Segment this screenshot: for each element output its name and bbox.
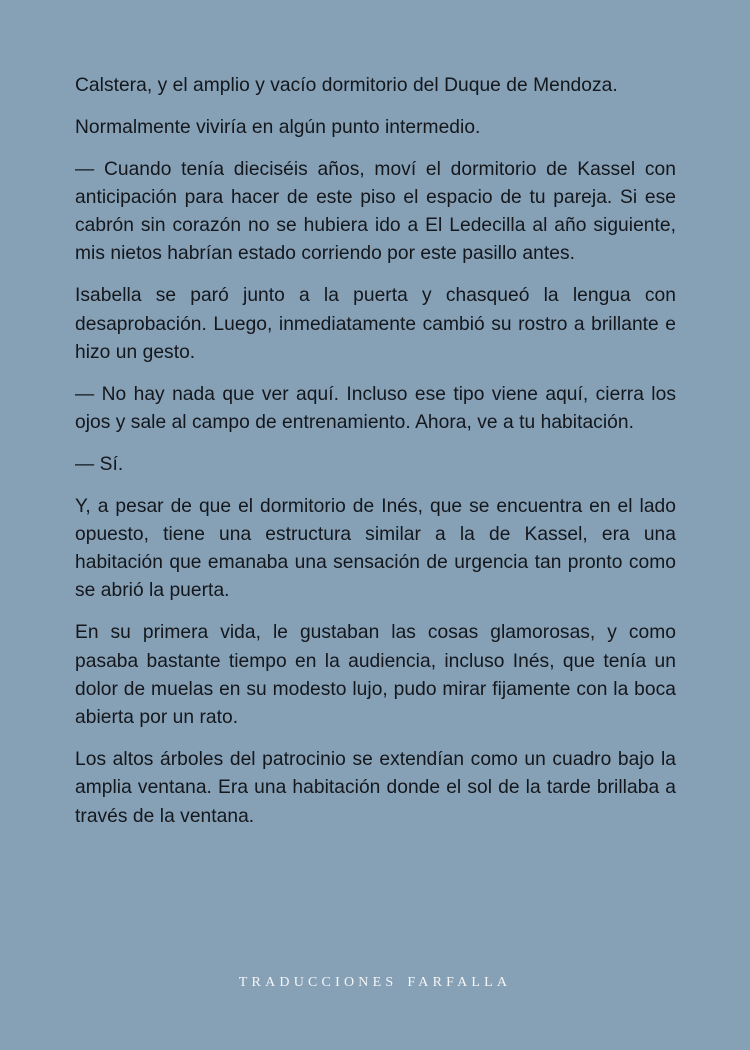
footer-word-2: FARFALLA	[407, 975, 512, 990]
paragraph: Y, a pesar de que el dormitorio de Inés, que se encuentra en el lado opuesto, tiene una estructura similar a la de Kassel, era una habitación que emanaba una sensación de urgencia tan pronto como se abrió la puerta.	[75, 495, 676, 602]
footer-word-1: TRADUCCIONES	[238, 975, 398, 990]
paragraph: En su primera vida, le gustaban las cosas glamorosas, y como pasaba bastante tiempo en la audiencia, incluso Inés, que tenía un dolor de muelas en su modesto lujo, pudo mirar fijamente con la boca abierta por un rato.	[75, 622, 676, 729]
page-body	[75, 72, 676, 844]
paragraph: Normalmente viviría en algún punto intermedio.	[75, 116, 481, 138]
dialogue-paragraph: — No hay nada que ver aquí. Incluso ese tipo viene aquí, cierra los ojos y sale al campo de entrenamiento. Ahora, ve a tu habitación.	[75, 383, 676, 433]
dialogue-paragraph: — Cuando tenía dieciséis años, moví el dormitorio de Kassel con anticipación para hacer de este piso el espacio de tu pareja. Si ese cabrón sin corazón no se hubiera ido a El Ledecilla al año siguiente, mis nietos habrían estado corriendo por este pasillo antes.	[75, 158, 676, 265]
paragraph: Calstera, y el amplio y vacío dormitorio del Duque de Mendoza.	[75, 75, 618, 96]
paragraph: Los altos árboles del patrocinio se extendían como un cuadro bajo la amplia ventana. Era una habitación donde el sol de la tarde brillaba a través de la ventana.	[75, 748, 676, 827]
paragraph: Isabella se paró junto a la puerta y chasqueó la lengua con desaprobación. Luego, inmediatamente cambió su rostro a brillante e hizo un gesto.	[75, 285, 676, 363]
footer-credit	[0, 975, 750, 991]
dialogue-paragraph: — Sí.	[75, 453, 124, 475]
